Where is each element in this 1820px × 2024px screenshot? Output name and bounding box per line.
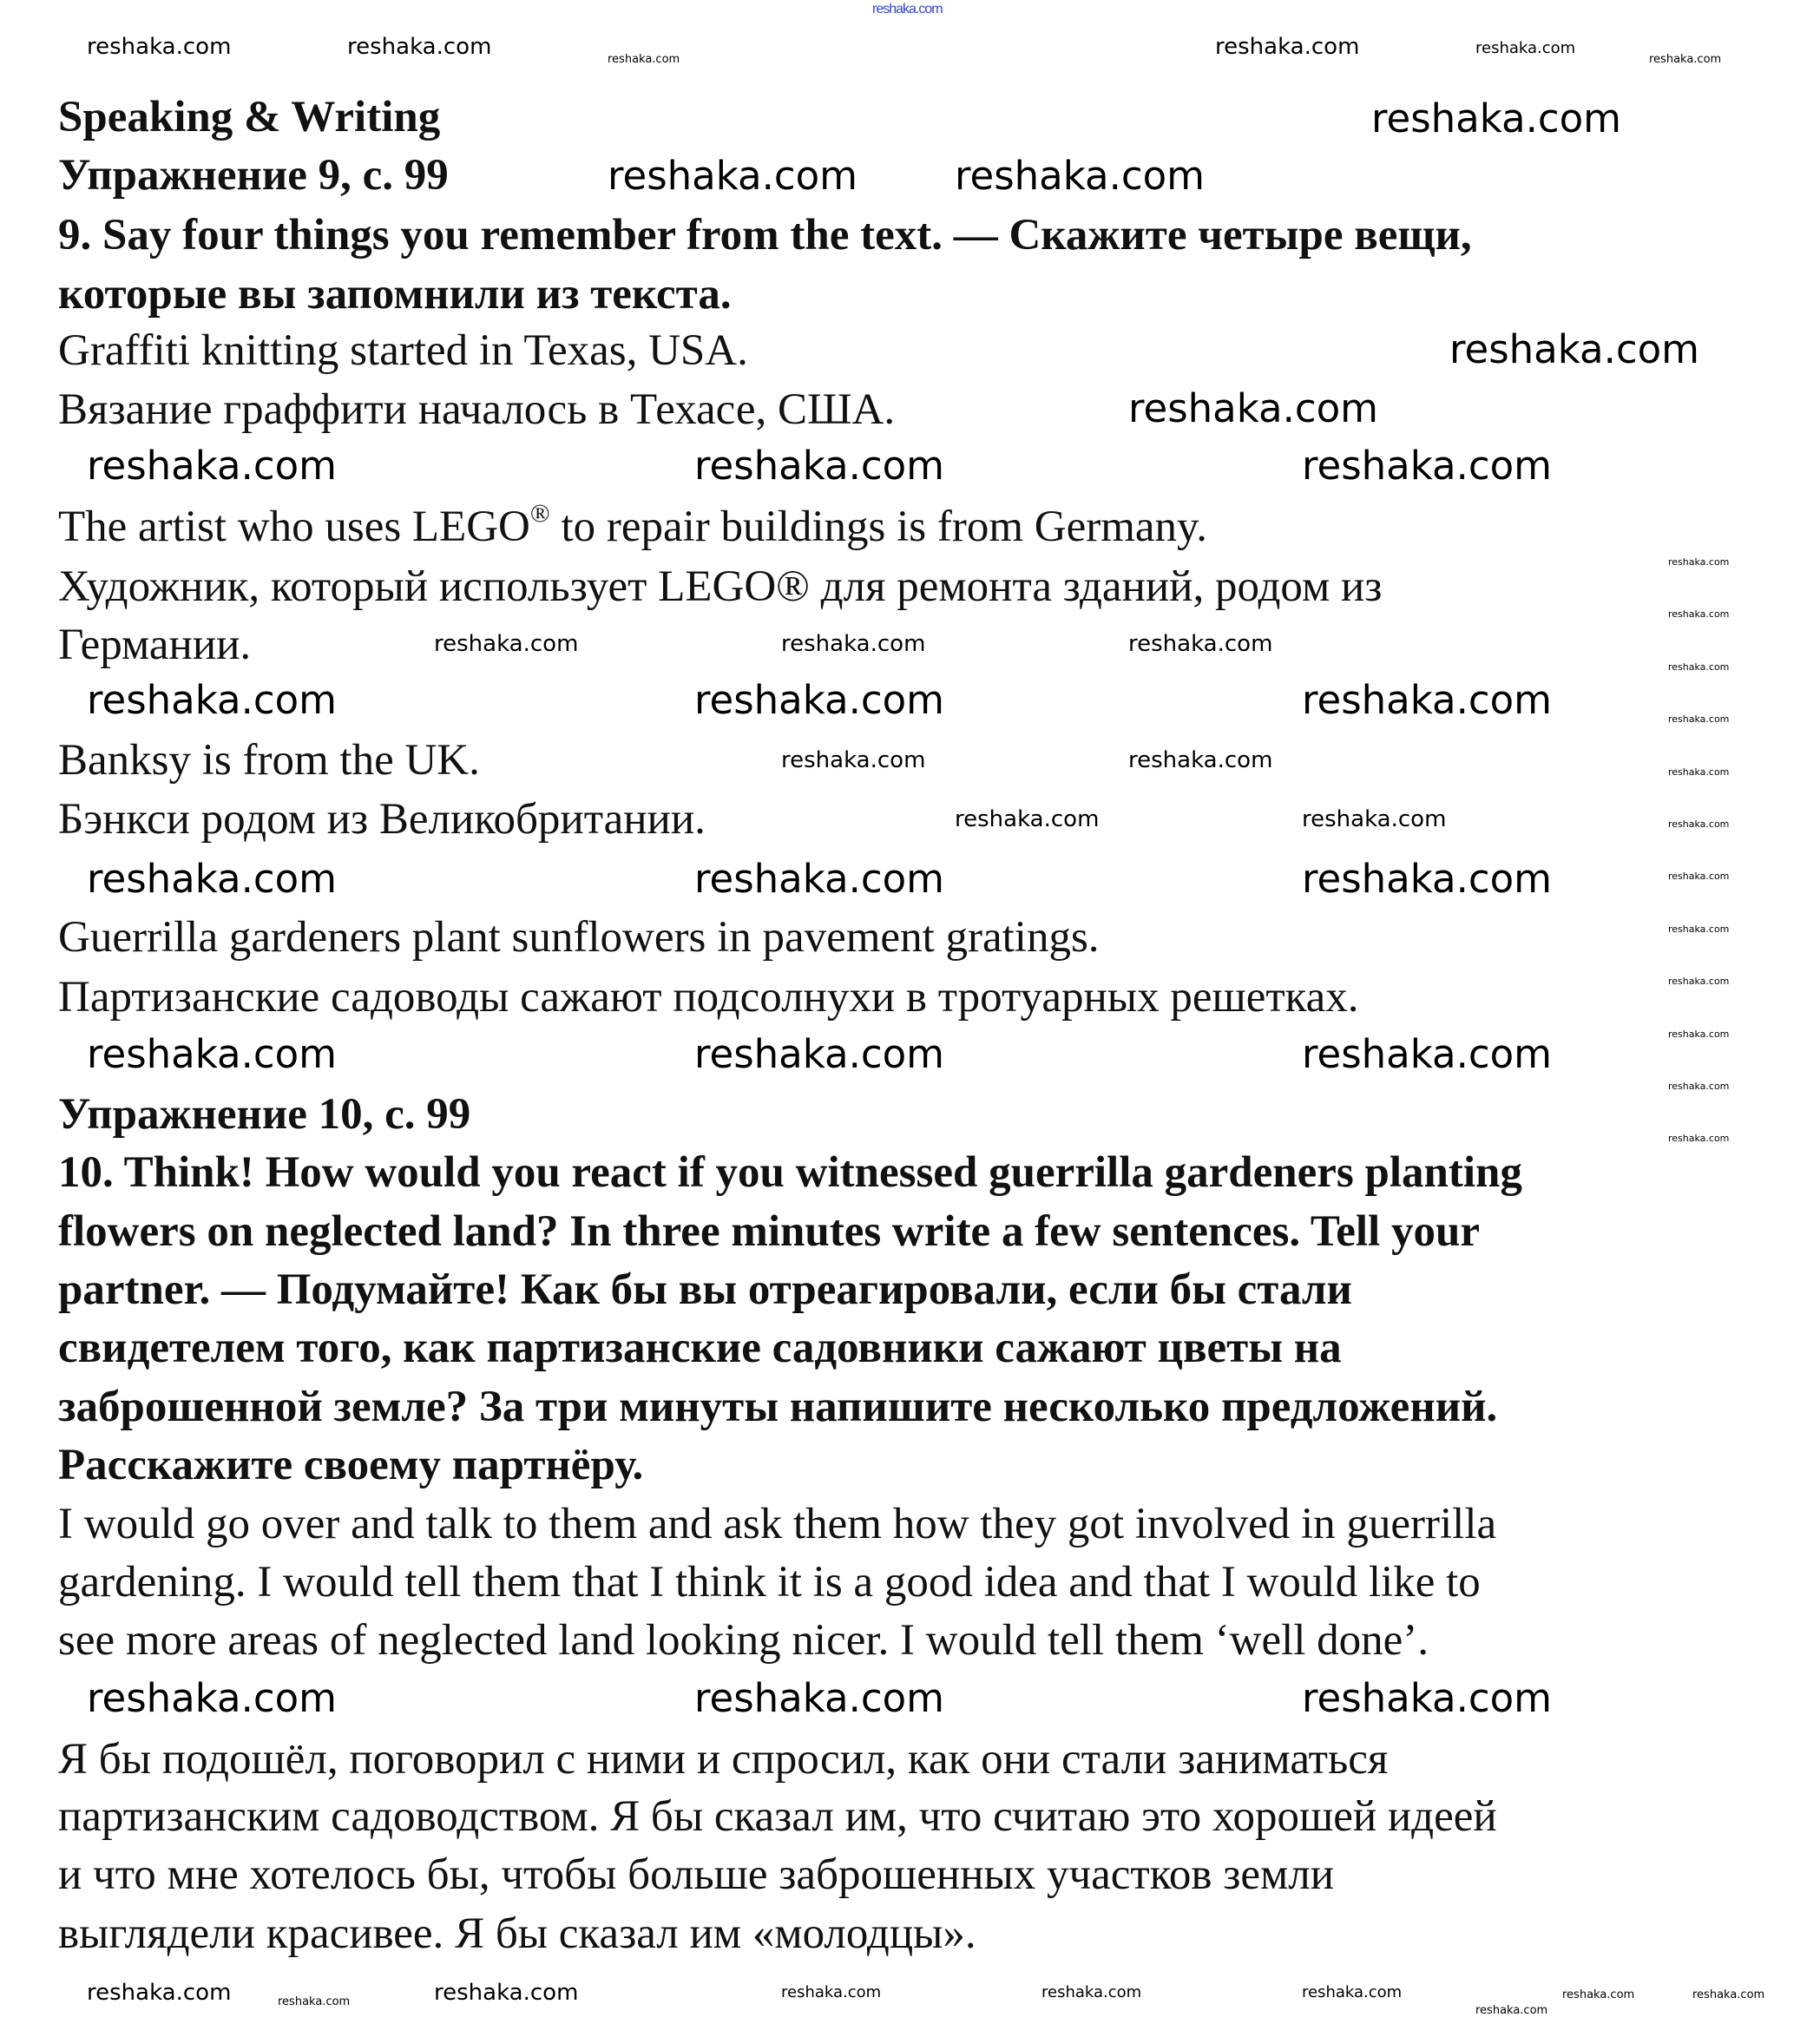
- watermark-text: reshaka.com: [608, 53, 680, 66]
- watermark-text: reshaka.com: [1302, 1983, 1403, 2001]
- answer-ru-line: выглядели красивее. Я бы сказал им «молодцы».: [58, 1909, 976, 1958]
- watermark-text: reshaka.com: [87, 34, 232, 60]
- exercise-9-task-line: которые вы запомнили из текста.: [58, 270, 732, 319]
- answer-line: [58, 499, 1207, 555]
- answer-ru-line: Я бы подошёл, поговорил с ними и спросил, как они стали заниматься: [58, 1735, 1389, 1784]
- watermark-text: reshaka.com: [694, 1675, 944, 1721]
- watermark-text: reshaka.com: [1128, 385, 1378, 431]
- watermark-text: reshaka.com: [1668, 766, 1730, 778]
- watermark-text: reshaka.com: [694, 443, 944, 489]
- answer-text: The artist who uses LEGO: [58, 503, 530, 551]
- watermark-text: reshaka.com: [1302, 443, 1552, 489]
- watermark-text: reshaka.com: [87, 1031, 337, 1077]
- watermark-text: reshaka.com: [1302, 856, 1552, 902]
- watermark-text: reshaka.com: [608, 153, 857, 199]
- exercise-10-task-line: flowers on neglected land? In three minutes write a few sentences. Tell your: [58, 1207, 1480, 1256]
- answer-line: Германии.: [58, 621, 252, 669]
- watermark-text: reshaka.com: [1649, 53, 1722, 66]
- watermark-text: reshaka.com: [1668, 976, 1730, 988]
- watermark-text: reshaka.com: [434, 631, 579, 657]
- exercise-9-title: Упражнение 9, с. 99: [58, 151, 449, 200]
- exercise-10-task-line: свидетелем того, как партизанские садовники сажают цветы на: [58, 1324, 1342, 1372]
- watermark-text: reshaka.com: [1668, 1133, 1730, 1145]
- exercise-10-title: Упражнение 10, с. 99: [58, 1090, 471, 1139]
- watermark-text: reshaka.com: [434, 1980, 579, 2006]
- watermark-text: reshaka.com: [1668, 608, 1730, 621]
- watermark-text: reshaka.com: [781, 631, 926, 657]
- watermark-text: reshaka.com: [1128, 631, 1273, 657]
- watermark-text: reshaka.com: [1668, 871, 1730, 883]
- answer-en-line: I would go over and talk to them and ask them how they got involved in guerrilla: [58, 1500, 1497, 1548]
- exercise-9-task-line: 9. Say four things you remember from the text. — Скажите четыре вещи,: [58, 211, 1472, 260]
- answer-line: Художник, который использует LEGO® для ремонта зданий, родом из: [58, 562, 1383, 611]
- watermark-text: reshaka.com: [1668, 660, 1730, 673]
- registered-mark: ®: [529, 499, 550, 528]
- answer-line: Бэнкси родом из Великобритании.: [58, 795, 706, 844]
- watermark-text: reshaka.com: [694, 677, 944, 723]
- exercise-10-task-line: заброшенной земле? За три минуты напишите несколько предложений.: [58, 1383, 1498, 1431]
- answer-ru-line: партизанским садоводством. Я бы сказал им, что считаю это хорошей идеей: [58, 1792, 1497, 1841]
- watermark-text: reshaka.com: [1668, 556, 1730, 568]
- answer-line: Graffiti knitting started in Texas, USA.: [58, 326, 748, 375]
- watermark-text: reshaka.com: [694, 856, 944, 902]
- watermark-text: reshaka.com: [87, 443, 337, 489]
- exercise-10-task-line: partner. — Подумайте! Как бы вы отреагировали, если бы стали: [58, 1265, 1352, 1314]
- answer-text: to repair buildings is from Germany.: [549, 503, 1207, 551]
- watermark-text: reshaka.com: [87, 677, 337, 723]
- answer-line: Партизанские садоводы сажают подсолнухи в тротуарных решетках.: [58, 973, 1359, 1022]
- watermark-text: reshaka.com: [278, 1995, 351, 2008]
- watermark-text: reshaka.com: [87, 1980, 232, 2006]
- watermark-text: reshaka.com: [1668, 818, 1730, 830]
- watermark-text: reshaka.com: [1668, 713, 1730, 726]
- top-watermark: reshaka.com: [872, 2, 943, 16]
- watermark-text: reshaka.com: [781, 1983, 882, 2001]
- watermark-text: reshaka.com: [781, 747, 926, 773]
- watermark-text: reshaka.com: [1668, 923, 1730, 935]
- watermark-text: reshaka.com: [1041, 1983, 1142, 2001]
- watermark-text: reshaka.com: [1475, 39, 1576, 57]
- section-heading: Speaking & Writing: [58, 93, 441, 141]
- watermark-text: reshaka.com: [694, 1031, 944, 1077]
- exercise-10-task-line: Расскажите своему партнёру.: [58, 1441, 644, 1489]
- watermark-text: reshaka.com: [87, 856, 337, 902]
- watermark-text: reshaka.com: [1475, 2004, 1548, 2017]
- watermark-text: reshaka.com: [1692, 1988, 1765, 2001]
- watermark-text: reshaka.com: [1302, 1031, 1552, 1077]
- watermark-text: reshaka.com: [955, 806, 1100, 832]
- watermark-text: reshaka.com: [87, 1675, 337, 1721]
- watermark-text: reshaka.com: [1128, 747, 1273, 773]
- answer-ru-line: и что мне хотелось бы, чтобы больше заброшенных участков земли: [58, 1850, 1335, 1899]
- exercise-10-task-line: 10. Think! How would you react if you witnessed guerrilla gardeners planting: [58, 1148, 1522, 1197]
- watermark-text: reshaka.com: [1302, 806, 1447, 832]
- answer-line: Guerrilla gardeners plant sunflowers in pavement gratings.: [58, 913, 1100, 962]
- watermark-text: reshaka.com: [1302, 1675, 1552, 1721]
- answer-en-line: see more areas of neglected land looking nicer. I would tell them ‘well done’.: [58, 1616, 1429, 1665]
- watermark-text: reshaka.com: [1371, 95, 1621, 141]
- watermark-text: reshaka.com: [955, 153, 1205, 199]
- answer-en-line: gardening. I would tell them that I think it is a good idea and that I would like to: [58, 1558, 1481, 1607]
- watermark-text: reshaka.com: [1668, 1028, 1730, 1040]
- watermark-text: reshaka.com: [1562, 1988, 1635, 2001]
- watermark-text: reshaka.com: [1668, 1081, 1730, 1092]
- watermark-text: reshaka.com: [347, 34, 492, 60]
- watermark-text: reshaka.com: [1302, 677, 1552, 723]
- answer-line: Вязание граффити началось в Техасе, США.: [58, 385, 896, 434]
- watermark-text: reshaka.com: [1215, 34, 1360, 60]
- watermark-text: reshaka.com: [1449, 326, 1699, 372]
- answer-line: Banksy is from the UK.: [58, 736, 480, 785]
